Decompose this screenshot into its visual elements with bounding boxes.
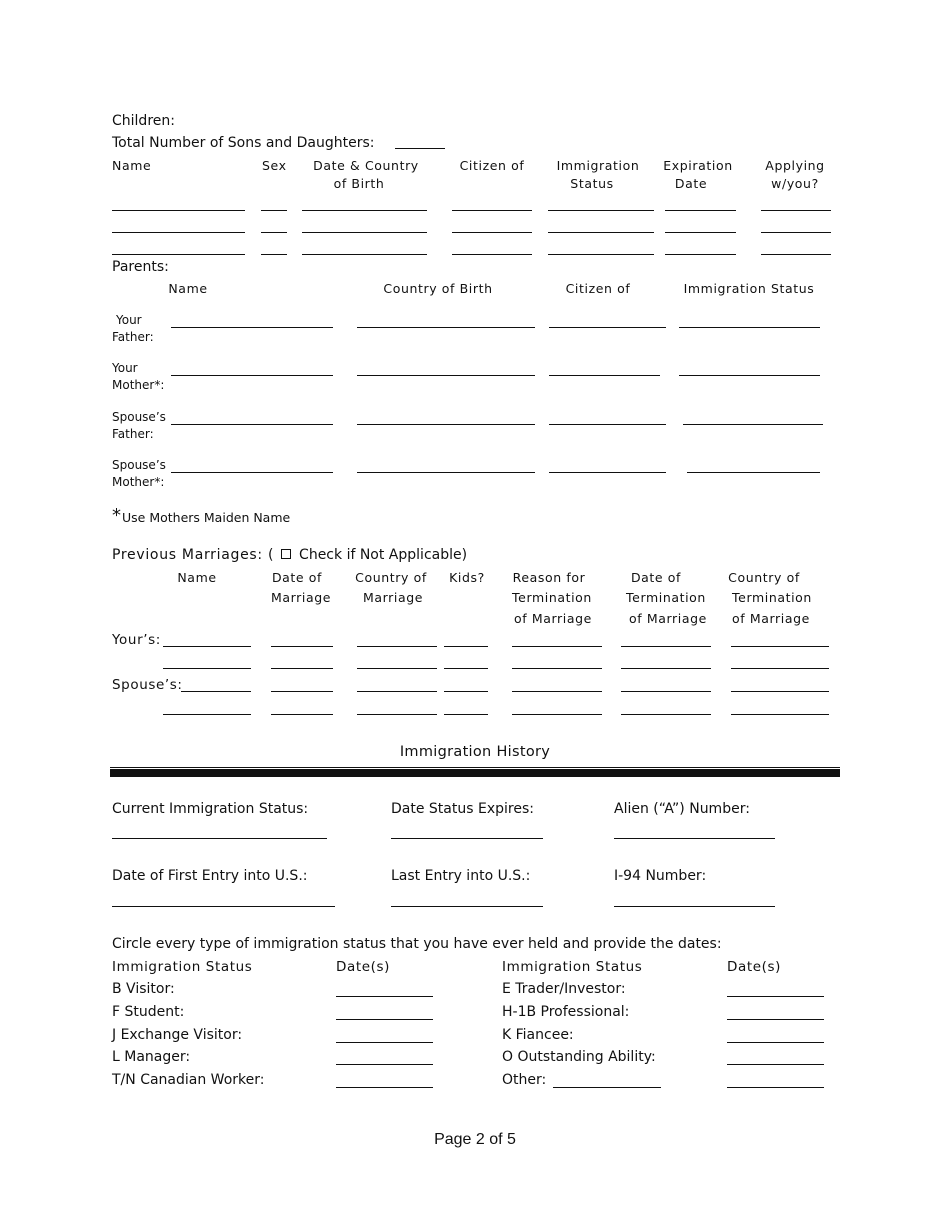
- marriage-reason-field[interactable]: [512, 691, 602, 692]
- status-col-header-right: Immigration Status: [502, 959, 643, 975]
- marriages-col-term-date-1: Date of: [630, 570, 682, 585]
- marriages-col-country-1: Country of: [355, 570, 427, 585]
- parent-status-field[interactable]: [679, 375, 820, 376]
- children-col-immigration-2: Status: [570, 176, 614, 191]
- marriage-country-field[interactable]: [357, 646, 437, 647]
- parent-country-field[interactable]: [357, 327, 535, 328]
- marriages-col-reason-2: Termination: [512, 590, 592, 605]
- marriages-col-reason-3: of Marriage: [514, 611, 592, 626]
- not-applicable-label: Check if Not Applicable): [299, 547, 468, 563]
- first-entry-field[interactable]: [112, 906, 335, 907]
- parents-col-name: Name: [168, 281, 208, 296]
- parent-label: Spouse’s: [112, 458, 166, 472]
- children-col-applying-1: Applying: [765, 158, 825, 173]
- parent-label: Spouse’s: [112, 410, 166, 424]
- current-status-field[interactable]: [112, 838, 327, 839]
- status-o-ability: O Outstanding Ability:: [502, 1049, 656, 1065]
- child-name-field[interactable]: [112, 210, 245, 211]
- parent-label: Mother*:: [112, 475, 165, 489]
- marriage-term-date-field[interactable]: [621, 691, 711, 692]
- parent-name-field[interactable]: [171, 424, 333, 425]
- parent-name-field[interactable]: [171, 472, 333, 473]
- parent-label: Your: [112, 361, 138, 375]
- marriages-col-term-country-2: Termination: [732, 590, 812, 605]
- status-date-field[interactable]: [336, 1064, 433, 1065]
- total-children-label: Total Number of Sons and Daughters:: [112, 135, 375, 151]
- i94-field[interactable]: [614, 906, 775, 907]
- status-e-trader: E Trader/Investor:: [502, 981, 626, 997]
- parents-col-citizen: Citizen of: [565, 281, 631, 296]
- marriages-col-country-2: Marriage: [362, 590, 424, 605]
- children-heading: Children:: [112, 113, 175, 129]
- parent-citizen-field[interactable]: [549, 375, 660, 376]
- child-applying-field[interactable]: [761, 232, 831, 233]
- page-number: Page 2 of 5: [434, 1131, 516, 1148]
- status-date-field[interactable]: [727, 1064, 824, 1065]
- marriage-term-date-field[interactable]: [621, 714, 711, 715]
- marriage-term-country-field[interactable]: [731, 691, 829, 692]
- footnote-text: Use Mothers Maiden Name: [122, 510, 291, 525]
- section-divider-thin: [110, 767, 840, 768]
- parent-name-field[interactable]: [171, 327, 333, 328]
- child-dob-field[interactable]: [302, 254, 427, 255]
- child-name-field[interactable]: [112, 232, 245, 233]
- marriage-term-country-field[interactable]: [731, 714, 829, 715]
- marriage-country-field[interactable]: [357, 691, 437, 692]
- status-date-field[interactable]: [727, 1042, 824, 1043]
- child-applying-field[interactable]: [761, 254, 831, 255]
- section-divider-thick: [110, 769, 840, 777]
- child-citizen-field[interactable]: [452, 254, 532, 255]
- marriage-reason-field[interactable]: [512, 714, 602, 715]
- children-col-expiration-1: Expiration: [663, 158, 733, 173]
- marriages-heading: [112, 547, 467, 563]
- alien-number-label: Alien (“A”) Number:: [614, 801, 750, 817]
- parent-status-field[interactable]: [683, 424, 823, 425]
- marriage-country-field[interactable]: [357, 714, 437, 715]
- status-date-field[interactable]: [727, 1019, 824, 1020]
- footnote-star: *: [112, 505, 121, 526]
- status-date-field[interactable]: [727, 996, 824, 997]
- child-expiration-field[interactable]: [665, 232, 736, 233]
- status-date-field[interactable]: [336, 1019, 433, 1020]
- parent-country-field[interactable]: [357, 375, 535, 376]
- parent-citizen-field[interactable]: [549, 424, 666, 425]
- status-j-exchange: J Exchange Visitor:: [112, 1027, 243, 1043]
- parent-label: Father:: [112, 427, 154, 441]
- marriage-term-date-field[interactable]: [621, 668, 711, 669]
- parent-label: Mother*:: [112, 378, 165, 392]
- children-col-immigration-1: Immigration: [556, 158, 640, 173]
- parent-label: Your: [116, 313, 142, 327]
- child-sex-field[interactable]: [261, 254, 287, 255]
- children-col-citizen: Citizen of: [459, 158, 525, 173]
- status-b-visitor: B Visitor:: [112, 981, 175, 997]
- marriage-reason-field[interactable]: [512, 646, 602, 647]
- status-k-fiancee: K Fiancee:: [502, 1027, 574, 1043]
- marriages-col-reason-1: Reason for: [512, 570, 586, 585]
- child-citizen-field[interactable]: [452, 210, 532, 211]
- marriage-name-field[interactable]: [181, 691, 251, 692]
- marriages-col-date-1: Date of: [271, 570, 323, 585]
- child-dob-field[interactable]: [302, 232, 427, 233]
- status-h1b: H-1B Professional:: [502, 1004, 630, 1020]
- child-expiration-field[interactable]: [665, 254, 736, 255]
- marriage-date-field[interactable]: [271, 646, 333, 647]
- parent-country-field[interactable]: [357, 424, 535, 425]
- child-citizen-field[interactable]: [452, 232, 532, 233]
- marriage-kids-field[interactable]: [444, 646, 488, 647]
- marriages-col-date-2: Marriage: [270, 590, 332, 605]
- marriages-col-kids: Kids?: [449, 570, 485, 585]
- children-col-name: Name: [112, 158, 152, 173]
- marriages-col-term-country-1: Country of: [728, 570, 800, 585]
- dates-col-header-right: Date(s): [727, 959, 782, 975]
- last-entry-label: Last Entry into U.S.:: [391, 868, 531, 884]
- status-other: Other:: [502, 1072, 547, 1088]
- current-status-label: Current Immigration Status:: [112, 801, 309, 817]
- parent-label: Father:: [112, 330, 154, 344]
- parent-status-field[interactable]: [687, 472, 820, 473]
- parent-name-field[interactable]: [171, 375, 333, 376]
- marriage-date-field[interactable]: [271, 714, 333, 715]
- marriages-spouses-label: Spouse’s:: [112, 677, 183, 693]
- status-l-manager: L Manager:: [112, 1049, 191, 1065]
- status-tn-worker: T/N Canadian Worker:: [112, 1072, 265, 1088]
- child-applying-field[interactable]: [761, 210, 831, 211]
- child-status-field[interactable]: [548, 210, 654, 211]
- marriage-date-field[interactable]: [271, 668, 333, 669]
- children-col-sex: Sex: [262, 158, 287, 173]
- marriages-heading-text: Previous Marriages: (: [112, 547, 275, 563]
- child-expiration-field[interactable]: [665, 210, 736, 211]
- marriage-country-field[interactable]: [357, 668, 437, 669]
- marriages-col-term-country-3: of Marriage: [732, 611, 810, 626]
- not-applicable-checkbox[interactable]: [281, 549, 291, 559]
- status-other-field[interactable]: [553, 1087, 661, 1088]
- marriages-col-term-date-3: of Marriage: [629, 611, 707, 626]
- parent-status-field[interactable]: [679, 327, 820, 328]
- marriage-date-field[interactable]: [271, 691, 333, 692]
- marriages-col-name: Name: [177, 570, 217, 585]
- marriage-reason-field[interactable]: [512, 668, 602, 669]
- last-entry-field[interactable]: [391, 906, 543, 907]
- alien-number-field[interactable]: [614, 838, 775, 839]
- child-name-field[interactable]: [112, 254, 245, 255]
- parents-col-country: Country of Birth: [383, 281, 493, 296]
- marriage-kids-field[interactable]: [444, 691, 488, 692]
- child-dob-field[interactable]: [302, 210, 427, 211]
- marriage-term-date-field[interactable]: [621, 646, 711, 647]
- parents-col-status: Immigration Status: [683, 281, 815, 296]
- marriage-kids-field[interactable]: [444, 668, 488, 669]
- date-expires-field[interactable]: [391, 838, 543, 839]
- marriages-col-term-date-2: Termination: [626, 590, 706, 605]
- status-date-field[interactable]: [336, 1087, 433, 1088]
- marriages-yours-label: Your’s:: [112, 632, 161, 648]
- child-sex-field[interactable]: [261, 210, 287, 211]
- status-date-field[interactable]: [336, 996, 433, 997]
- children-col-dob-1: Date & Country: [313, 158, 419, 173]
- marriage-name-field[interactable]: [163, 668, 251, 669]
- marriage-term-country-field[interactable]: [731, 668, 829, 669]
- date-expires-label: Date Status Expires:: [391, 801, 534, 817]
- total-children-field[interactable]: [395, 148, 445, 149]
- i94-label: I-94 Number:: [614, 868, 707, 884]
- children-col-dob-2: of Birth: [333, 176, 385, 191]
- first-entry-label: Date of First Entry into U.S.:: [112, 868, 308, 884]
- status-f-student: F Student:: [112, 1004, 185, 1020]
- children-col-applying-2: w/you?: [771, 176, 819, 191]
- parents-heading: Parents:: [112, 259, 169, 275]
- marriage-term-country-field[interactable]: [731, 646, 829, 647]
- parent-citizen-field[interactable]: [549, 472, 666, 473]
- circle-instruction: Circle every type of immigration status that you have ever held and provide the dates:: [112, 936, 722, 952]
- immigration-history-title: Immigration History: [399, 744, 551, 760]
- parent-country-field[interactable]: [357, 472, 535, 473]
- child-status-field[interactable]: [548, 254, 654, 255]
- marriage-name-field[interactable]: [163, 646, 251, 647]
- status-date-field[interactable]: [727, 1087, 824, 1088]
- marriage-kids-field[interactable]: [444, 714, 488, 715]
- child-sex-field[interactable]: [261, 232, 287, 233]
- children-col-expiration-2: Date: [674, 176, 708, 191]
- status-col-header-left: Immigration Status: [112, 959, 253, 975]
- child-status-field[interactable]: [548, 232, 654, 233]
- dates-col-header-left: Date(s): [336, 959, 391, 975]
- marriage-name-field[interactable]: [163, 714, 251, 715]
- parent-citizen-field[interactable]: [549, 327, 666, 328]
- status-date-field[interactable]: [336, 1042, 433, 1043]
